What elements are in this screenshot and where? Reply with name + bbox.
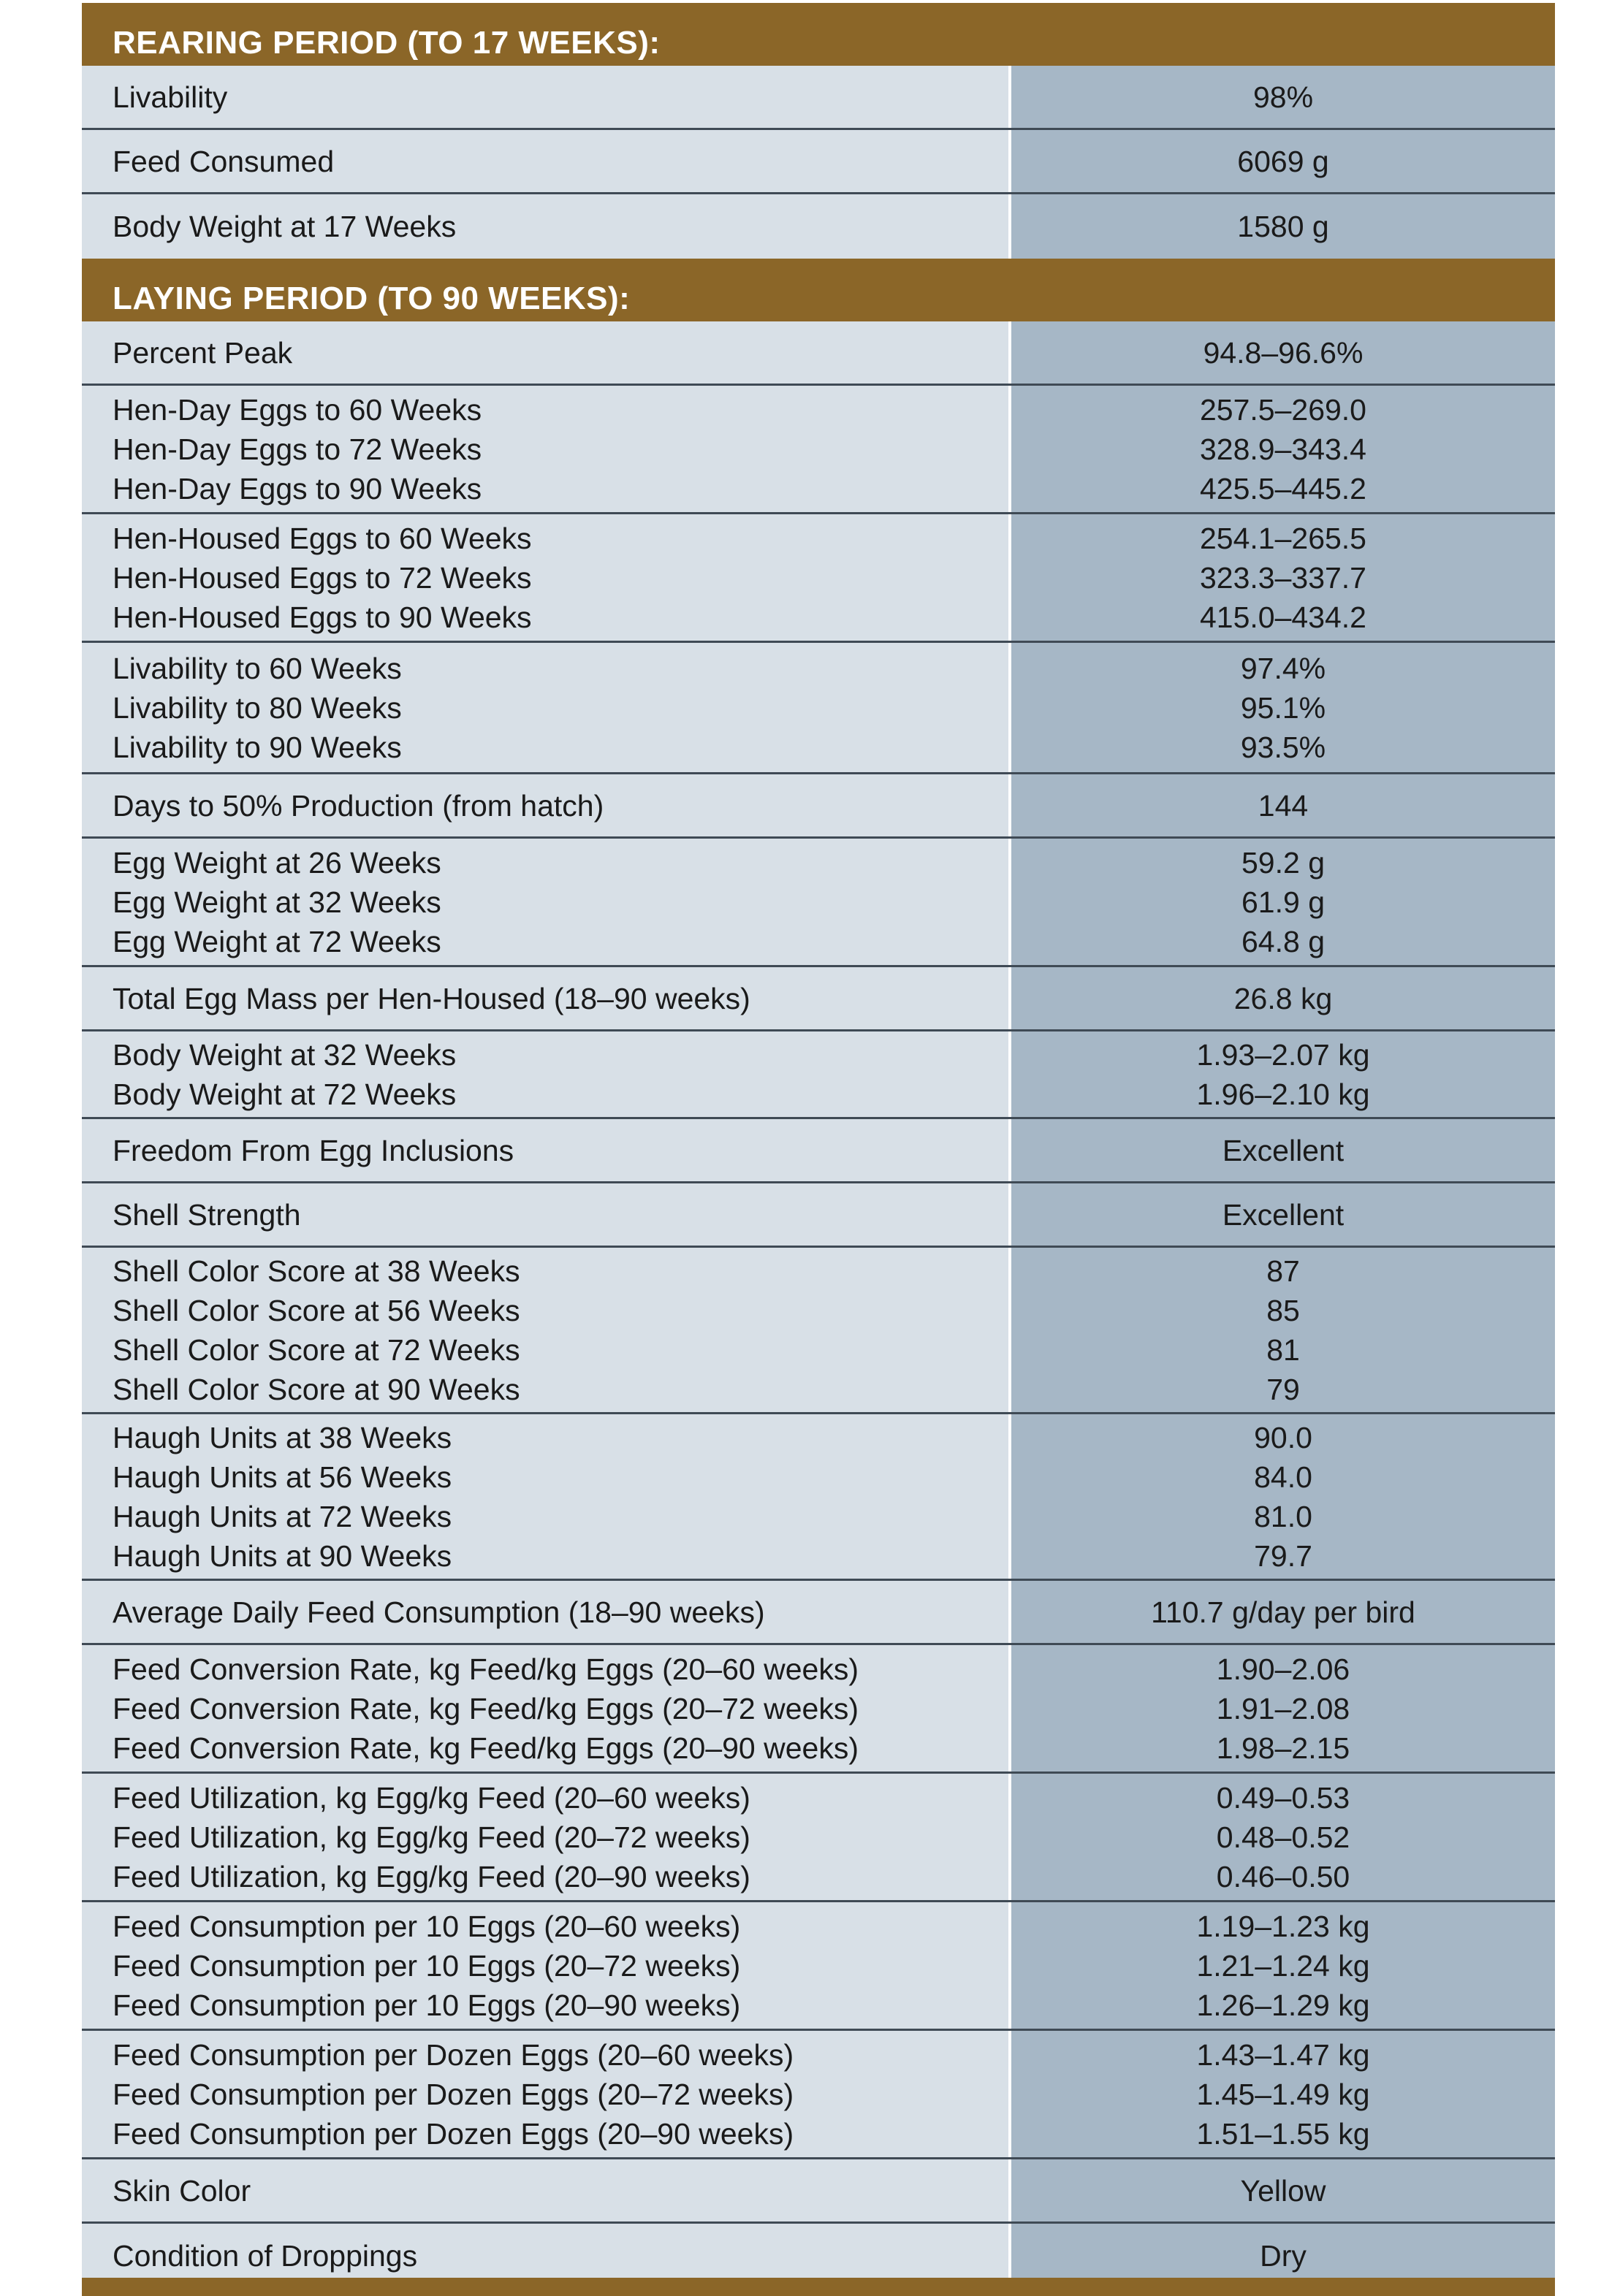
row-value-cell bbox=[1011, 2031, 1555, 2157]
row-label-cell bbox=[82, 1119, 1011, 1181]
row-label-cell bbox=[82, 1414, 1011, 1579]
row-label: Feed Conversion Rate, kg Feed/kg Eggs (20–90 weeks) bbox=[113, 1731, 859, 1765]
row-value: 328.9–343.4 bbox=[1199, 432, 1366, 466]
table-row bbox=[82, 1248, 1555, 1414]
row-label: Shell Strength bbox=[113, 1197, 301, 1232]
table-row bbox=[82, 1902, 1555, 2031]
row-label-cell bbox=[82, 1581, 1011, 1643]
table-row bbox=[82, 514, 1555, 643]
row-value-cell bbox=[1011, 1774, 1555, 1900]
table-row bbox=[82, 643, 1555, 774]
row-label: Livability bbox=[113, 80, 228, 114]
row-label: Haugh Units at 72 Weeks bbox=[113, 1499, 452, 1533]
row-value: 144 bbox=[1258, 788, 1309, 823]
row-value: 64.8 g bbox=[1241, 924, 1325, 958]
row-label: Shell Color Score at 90 Weeks bbox=[113, 1372, 520, 1406]
row-label: Egg Weight at 72 Weeks bbox=[113, 924, 441, 958]
row-value: 257.5–269.0 bbox=[1199, 392, 1366, 427]
row-label-cell bbox=[82, 130, 1011, 192]
row-value: 93.5% bbox=[1240, 730, 1326, 764]
footer-bar bbox=[82, 2278, 1555, 2296]
row-label: Livability to 80 Weeks bbox=[113, 690, 402, 725]
row-label: Egg Weight at 26 Weeks bbox=[113, 845, 441, 880]
row-value: 0.46–0.50 bbox=[1216, 1859, 1350, 1893]
table-row bbox=[82, 66, 1555, 130]
table-row bbox=[82, 1645, 1555, 1774]
row-label: Body Weight at 17 Weeks bbox=[113, 210, 457, 243]
row-value: 98% bbox=[1252, 80, 1314, 114]
table-row bbox=[82, 774, 1555, 839]
row-label-cell bbox=[82, 1645, 1011, 1771]
row-label-cell bbox=[82, 967, 1011, 1029]
row-value: 79.7 bbox=[1254, 1538, 1312, 1573]
row-value: 61.9 g bbox=[1241, 885, 1325, 919]
row-value: 6069 g bbox=[1237, 144, 1329, 178]
row-value: 87 bbox=[1266, 1254, 1300, 1288]
row-label: Feed Consumed bbox=[113, 144, 335, 178]
row-value-cell bbox=[1011, 194, 1555, 259]
row-label-cell bbox=[82, 1031, 1011, 1117]
row-value: 1.91–2.08 bbox=[1216, 1691, 1350, 1725]
row-label-cell bbox=[82, 2031, 1011, 2157]
row-value-cell bbox=[1011, 1414, 1555, 1579]
row-value: 95.1% bbox=[1240, 690, 1326, 725]
row-value: Yellow bbox=[1240, 2173, 1326, 2208]
row-label: Feed Conversion Rate, kg Feed/kg Eggs (20–60 weeks) bbox=[113, 1652, 859, 1686]
row-label: Haugh Units at 90 Weeks bbox=[113, 1538, 452, 1573]
performance-table bbox=[82, 3, 1555, 2288]
row-label: Livability to 60 Weeks bbox=[113, 651, 402, 685]
table-row bbox=[82, 1119, 1555, 1183]
row-value-cell bbox=[1011, 386, 1555, 512]
row-value-cell bbox=[1011, 1031, 1555, 1117]
row-label-cell bbox=[82, 643, 1011, 772]
row-label: Body Weight at 72 Weeks bbox=[113, 1077, 457, 1111]
row-value: 1.21–1.24 kg bbox=[1196, 1948, 1370, 1983]
row-label-cell bbox=[82, 66, 1011, 128]
table-row bbox=[82, 1183, 1555, 1248]
row-value-cell bbox=[1011, 1902, 1555, 2029]
row-value-cell bbox=[1011, 514, 1555, 641]
row-value-cell bbox=[1011, 967, 1555, 1029]
table-row bbox=[82, 2159, 1555, 2224]
row-label: Feed Consumption per 10 Eggs (20–60 weeks) bbox=[113, 1909, 741, 1943]
row-label: Shell Color Score at 56 Weeks bbox=[113, 1293, 520, 1327]
table-row bbox=[82, 967, 1555, 1031]
row-label: Percent Peak bbox=[113, 335, 293, 370]
row-label: Feed Utilization, kg Egg/kg Feed (20–90 weeks) bbox=[113, 1859, 750, 1893]
row-value: 1.51–1.55 kg bbox=[1196, 2116, 1370, 2151]
row-value: 26.8 kg bbox=[1233, 981, 1333, 1015]
row-label: Haugh Units at 56 Weeks bbox=[113, 1460, 452, 1494]
row-label: Livability to 90 Weeks bbox=[113, 730, 402, 764]
row-value: 84.0 bbox=[1254, 1460, 1312, 1494]
row-label: Egg Weight at 32 Weeks bbox=[113, 885, 441, 919]
table-row bbox=[82, 1774, 1555, 1902]
row-label: Skin Color bbox=[113, 2173, 251, 2208]
row-value-cell bbox=[1011, 1119, 1555, 1181]
row-label: Feed Utilization, kg Egg/kg Feed (20–72 weeks) bbox=[113, 1820, 750, 1854]
row-value: 323.3–337.7 bbox=[1199, 560, 1366, 595]
row-label: Shell Color Score at 38 Weeks bbox=[113, 1254, 520, 1288]
row-label: Feed Consumption per Dozen Eggs (20–90 weeks) bbox=[113, 2116, 794, 2151]
row-value-cell bbox=[1011, 2159, 1555, 2221]
row-label: Feed Conversion Rate, kg Feed/kg Eggs (20–72 weeks) bbox=[113, 1691, 859, 1725]
row-value: 81.0 bbox=[1254, 1499, 1312, 1533]
row-value-cell bbox=[1011, 1248, 1555, 1412]
table-row bbox=[82, 839, 1555, 967]
row-label: Freedom From Egg Inclusions bbox=[113, 1133, 514, 1167]
row-value-cell bbox=[1011, 643, 1555, 772]
row-label-cell bbox=[82, 514, 1011, 641]
row-value: 1.43–1.47 kg bbox=[1196, 2037, 1370, 2072]
row-value: 1.90–2.06 bbox=[1216, 1652, 1350, 1686]
row-label: Hen-Day Eggs to 90 Weeks bbox=[113, 471, 482, 506]
row-label: Feed Consumption per Dozen Eggs (20–72 weeks) bbox=[113, 2077, 794, 2111]
row-value: 59.2 g bbox=[1241, 845, 1325, 880]
row-value-cell bbox=[1011, 1183, 1555, 1246]
row-value-cell bbox=[1011, 839, 1555, 965]
row-value: 94.8–96.6% bbox=[1203, 335, 1364, 370]
row-value: 1.98–2.15 bbox=[1216, 1731, 1350, 1765]
row-value: Excellent bbox=[1222, 1133, 1345, 1167]
row-label: Hen-Housed Eggs to 60 Weeks bbox=[113, 521, 532, 555]
row-value: 1.93–2.07 kg bbox=[1196, 1037, 1370, 1072]
row-label: Total Egg Mass per Hen-Housed (18–90 weeks) bbox=[113, 981, 750, 1015]
row-label: Feed Utilization, kg Egg/kg Feed (20–60 weeks) bbox=[113, 1780, 750, 1815]
row-label-cell bbox=[82, 386, 1011, 512]
row-value: 79 bbox=[1266, 1372, 1300, 1406]
table-row bbox=[82, 321, 1555, 386]
row-label: Average Daily Feed Consumption (18–90 weeks) bbox=[113, 1595, 765, 1629]
row-label: Hen-Housed Eggs to 90 Weeks bbox=[113, 600, 532, 634]
row-value: 1.26–1.29 kg bbox=[1196, 1988, 1370, 2022]
row-value: 90.0 bbox=[1254, 1420, 1312, 1454]
row-value-cell bbox=[1011, 321, 1555, 384]
row-label: Feed Consumption per 10 Eggs (20–90 weeks) bbox=[113, 1988, 741, 2022]
row-label: Condition of Droppings bbox=[113, 2239, 418, 2273]
row-label-cell bbox=[82, 194, 1011, 259]
row-label: Hen-Housed Eggs to 72 Weeks bbox=[113, 560, 532, 595]
row-value-cell bbox=[1011, 66, 1555, 128]
section-header: REARING PERIOD (TO 17 WEEKS): bbox=[82, 3, 1555, 66]
row-label-cell bbox=[82, 774, 1011, 836]
row-label: Days to 50% Production (from hatch) bbox=[113, 788, 604, 823]
row-value-cell bbox=[1011, 130, 1555, 192]
row-value: 1.96–2.10 kg bbox=[1196, 1077, 1370, 1111]
row-label: Haugh Units at 38 Weeks bbox=[113, 1420, 452, 1454]
row-value: 1.45–1.49 kg bbox=[1196, 2077, 1370, 2111]
row-label: Body Weight at 32 Weeks bbox=[113, 1037, 457, 1072]
row-value: Dry bbox=[1260, 2239, 1307, 2273]
section-body bbox=[82, 66, 1555, 259]
row-label-cell bbox=[82, 321, 1011, 384]
row-value: 110.7 g/day per bird bbox=[1151, 1595, 1415, 1629]
section-body bbox=[82, 321, 1555, 2288]
row-label: Shell Color Score at 72 Weeks bbox=[113, 1332, 520, 1367]
row-label-cell bbox=[82, 2159, 1011, 2221]
row-label: Hen-Day Eggs to 60 Weeks bbox=[113, 392, 482, 427]
row-value: 0.48–0.52 bbox=[1216, 1820, 1350, 1854]
row-value-cell bbox=[1011, 774, 1555, 836]
row-label: Feed Consumption per 10 Eggs (20–72 weeks) bbox=[113, 1948, 741, 1983]
row-value: 1.19–1.23 kg bbox=[1196, 1909, 1370, 1943]
table-row bbox=[82, 1414, 1555, 1581]
table-row bbox=[82, 1031, 1555, 1119]
row-value: 81 bbox=[1266, 1332, 1300, 1367]
table-row bbox=[82, 386, 1555, 514]
row-value: 85 bbox=[1266, 1293, 1300, 1327]
row-label-cell bbox=[82, 1902, 1011, 2029]
table-row bbox=[82, 1581, 1555, 1645]
row-value: 1580 g bbox=[1237, 210, 1329, 243]
row-label: Hen-Day Eggs to 72 Weeks bbox=[113, 432, 482, 466]
row-label-cell bbox=[82, 1183, 1011, 1246]
row-value: 97.4% bbox=[1240, 651, 1326, 685]
row-value: 425.5–445.2 bbox=[1199, 471, 1366, 506]
row-label-cell bbox=[82, 839, 1011, 965]
row-value: 0.49–0.53 bbox=[1216, 1780, 1350, 1815]
table-row bbox=[82, 194, 1555, 259]
row-label: Feed Consumption per Dozen Eggs (20–60 weeks) bbox=[113, 2037, 794, 2072]
row-value-cell bbox=[1011, 1645, 1555, 1771]
row-value: 254.1–265.5 bbox=[1199, 521, 1366, 555]
section-header: LAYING PERIOD (TO 90 WEEKS): bbox=[82, 259, 1555, 321]
row-value-cell bbox=[1011, 1581, 1555, 1643]
row-value: 415.0–434.2 bbox=[1199, 600, 1366, 634]
row-label-cell bbox=[82, 1248, 1011, 1412]
row-value: Excellent bbox=[1222, 1197, 1345, 1232]
row-label-cell bbox=[82, 1774, 1011, 1900]
table-row bbox=[82, 130, 1555, 194]
table-row bbox=[82, 2031, 1555, 2159]
